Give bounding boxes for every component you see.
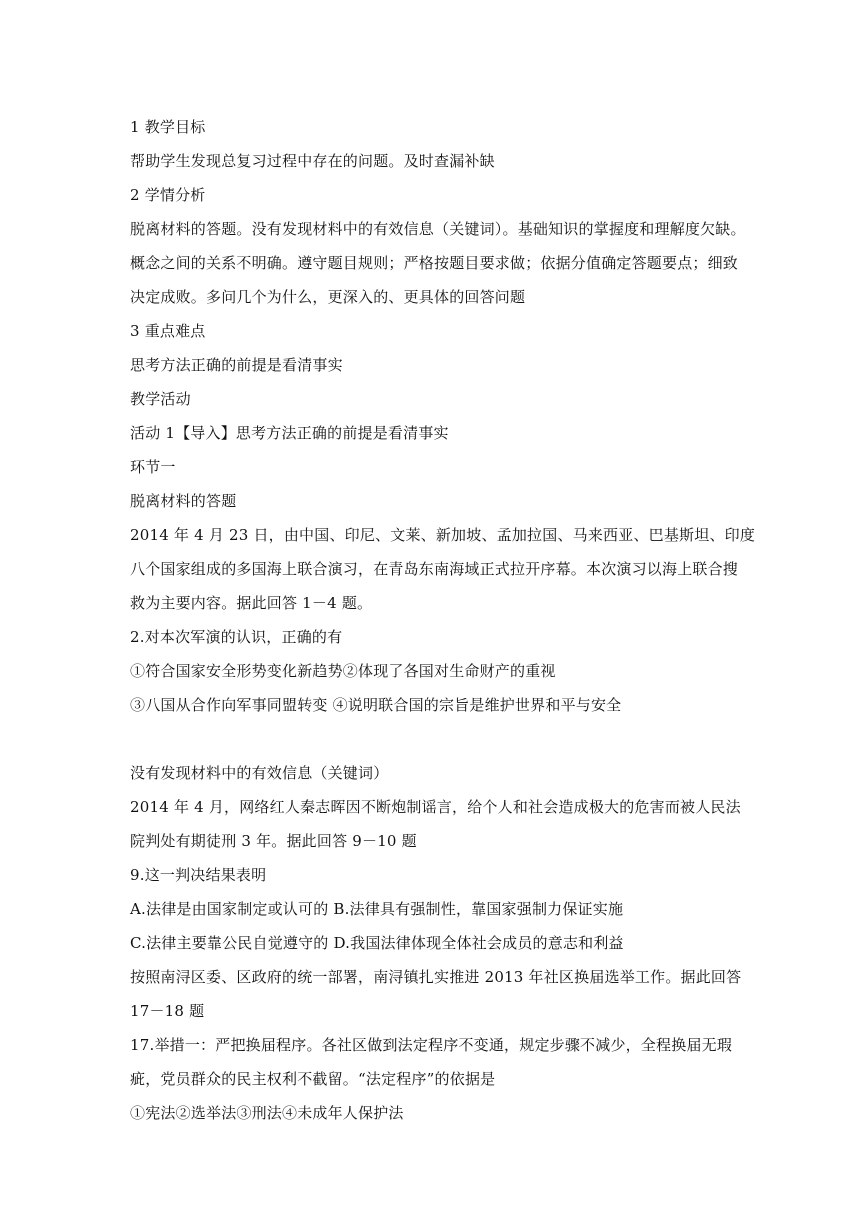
activity-title: 活动 1【导入】思考方法正确的前提是看清事实 <box>130 424 449 442</box>
question-stem: 2.对本次军演的认识，正确的有 <box>130 628 343 646</box>
section-heading-teaching-goals: 1 教学目标 <box>130 118 206 136</box>
material-text: 按照南浔区委、区政府的统一部署，南浔镇扎实推进 2013 年社区换届选举工作。据此回答 <box>130 968 742 986</box>
material-text: 17－18 题 <box>130 1002 205 1020</box>
stage-title: 环节一 <box>130 458 176 476</box>
material-text: 2014 年 4 月，网络红人秦志晖因不断炮制谣言，给个人和社会造成极大的危害而被人民法 <box>130 798 741 816</box>
material-text: 救为主要内容。据此回答 1－4 题。 <box>130 594 373 612</box>
paragraph: 思考方法正确的前提是看清事实 <box>130 356 343 374</box>
question-options: A.法律是由国家制定或认可的 B.法律具有强制性，靠国家强制力保证实施 <box>130 900 624 918</box>
question-options: ③八国从合作向军事同盟转变 ④说明联合国的宗旨是维护世界和平与安全 <box>130 696 622 714</box>
section-heading-activities: 教学活动 <box>130 390 191 408</box>
question-stem: 17.举措一：严把换届程序。各社区做到法定程序不变通，规定步骤不减少，全程换届无瑕 <box>130 1036 733 1054</box>
section-heading-learning-analysis: 2 学情分析 <box>130 186 206 204</box>
document-page <box>130 110 756 1130</box>
subsection-title: 没有发现材料中的有效信息（关键词） <box>130 764 389 782</box>
question-stem: 疵，党员群众的民主权利不截留。“法定程序”的依据是 <box>130 1070 496 1088</box>
question-options: C.法律主要靠公民自觉遵守的 D.我国法律体现全体社会成员的意志和利益 <box>130 934 624 952</box>
paragraph: 决定成败。多问几个为什么，更深入的、更具体的回答问题 <box>130 288 526 306</box>
material-text: 八个国家组成的多国海上联合演习，在青岛东南海域正式拉开序幕。本次演习以海上联合搜 <box>130 560 739 578</box>
paragraph: 帮助学生发现总复习过程中存在的问题。及时查漏补缺 <box>130 152 495 170</box>
question-options: ①符合国家安全形势变化新趋势②体现了各国对生命财产的重视 <box>130 662 556 680</box>
question-stem: 9.这一判决结果表明 <box>130 866 267 884</box>
section-heading-key-points: 3 重点难点 <box>130 322 206 340</box>
paragraph: 概念之间的关系不明确。遵守题目规则；严格按题目要求做；依据分值确定答题要点；细致 <box>130 254 739 272</box>
subsection-title: 脱离材料的答题 <box>130 492 237 510</box>
paragraph: 脱离材料的答题。没有发现材料中的有效信息（关键词）。基础知识的掌握度和理解度欠缺。 <box>130 220 746 238</box>
material-text: 院判处有期徒刑 3 年。据此回答 9－10 题 <box>130 832 417 850</box>
material-text: 2014 年 4 月 23 日，由中国、印尼、文莱、新加坡、孟加拉国、马来西亚、巴基斯坦、印度 <box>130 526 756 544</box>
blank-line <box>130 722 740 756</box>
question-options: ①宪法②选举法③刑法④未成年人保护法 <box>130 1104 404 1122</box>
